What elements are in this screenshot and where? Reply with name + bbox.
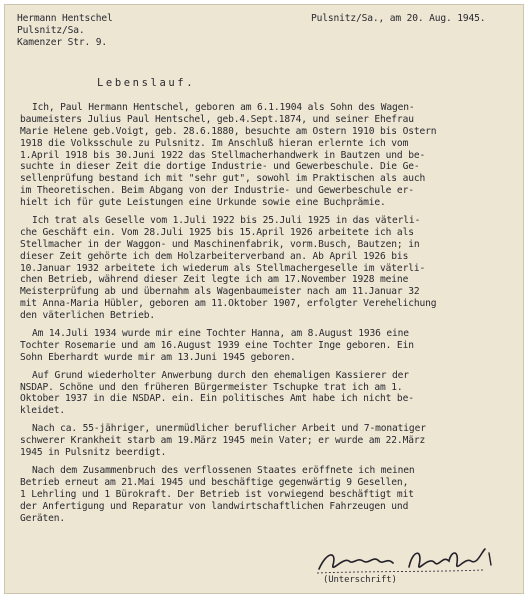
text-line: Geräten. [20,512,66,524]
text-line: hielt ich für gute Leistungen eine Urkunde sowie eine Buchprämie. [20,197,386,209]
text-line: mit Anna-Maria Hübler, geboren am 11.Oktober 1907, erfolgter Verehelichung [20,298,437,310]
text-line: 1945 in Pulsnitz beerdigt. [20,447,167,459]
text-line: 10.Januar 1932 arbeitete ich wiederum als Stellmachergeselle im väterli- [20,262,426,274]
text-line: Nach dem Zusammenbruch des verflossenen Staates eröffnete ich meinen [32,464,415,476]
text-line: Am 14.Juli 1934 wurde mir eine Tochter Hanna, am 8.August 1936 eine [32,328,409,340]
paragraph-father [20,423,514,459]
text-line: Auf Grund wiederholter Anwerbung durch den ehemaligen Kassierer der [32,369,409,381]
paragraph-education [20,102,514,209]
text-line: Ich, Paul Hermann Hentschel, geboren am 6.1.1904 als Sohn des Wagen- [32,102,415,113]
text-line: den väterlichen Betrieb. [20,310,156,322]
text-line: suchte in dieser Zeit die dortige Industrie- und Gewerbeschule. Die Ge- [20,161,420,173]
text-line: dieser Zeit gehörte ich dem Holzarbeiterverband an. Ab April 1926 bis [20,250,409,262]
sender-town: Pulsnitz/Sa. [17,25,85,36]
sender-name: Hermann Hentschel [17,13,113,24]
text-line: Sohn Eberhardt wurde mir am 13.Juni 1945 geboren. [20,351,296,363]
text-line: Marie Helene geb.Voigt, geb. 28.6.1880, besuchte am Ostern 1910 bis Ostern [20,125,437,137]
text-line: 1.April 1918 bis 30.Juni 1922 das Stellmacherhandwerk in Bautzen und be- [20,149,426,161]
paragraph-membership [20,370,514,418]
signature-label: (Unterschrift) [323,575,397,585]
text-line: im Theoretischen. Beim Abgang von der Industrie- und Gewerbeschule er- [20,185,414,197]
text-line: Ich trat als Geselle vom 1.Juli 1922 bis 25.Juli 1925 in das väterli- [32,215,421,227]
text-line: 1 Lehrling und 1 Bürokraft. Der Betrieb ist vorwiegend beschäftigt mit [20,488,414,500]
text-line: Betrieb erneut am 21.Mai 1945 und beschäftige gegenwärtig 9 Gesellen, [20,476,409,488]
text-line: schwerer Krankheit starb am 19.März 1945 mein Vater; er wurde am 22.März [20,435,426,447]
text-line: baumeisters Julius Paul Hentschel, geb.4.Sept.1874, und seiner Ehefrau [20,113,414,125]
paragraph-career [20,215,514,322]
paragraph-business [20,465,514,524]
text-line: chen Betrieb, während dieser Zeit legte ich am 17.November 1928 meine [20,274,409,286]
sender-street: Kamenzer Str. 9. [17,37,108,48]
text-line: Meisterprüfung ab und übernahm als Wagenbaumeister nach am 11.Januar 32 [20,286,420,298]
text-line: der Anfertigung und Reparatur von landwirtschaftlichen Fahrzeugen und [20,500,409,512]
handwritten-signature [313,543,503,577]
text-line: Nach ca. 55-jähriger, unermüdlicher beruflicher Arbeit und 7-monatiger [32,423,426,435]
signature-block [313,543,503,591]
document-body [20,102,514,530]
text-line: 1918 die Volksschule zu Pulsnitz. Im Anschluß hieran erlernte ich vom [20,137,409,149]
text-line: kleidet. [20,405,66,417]
text-line: Stellmacher in der Waggon- und Maschinenfabrik, vorm.Busch, Bautzen; in [20,238,420,250]
place-date: Pulsnitz/Sa., am 20. Aug. 1945. [311,13,486,24]
text-line: che Geschäft ein. Vom 28.Juli 1925 bis 15.April 1926 arbeitete ich als [20,226,414,238]
text-line: NSDAP. Schöne und den früheren Bürgermeister Tschupke trat ich am 1. [20,381,403,393]
paragraph-children [20,328,514,364]
document-title: Lebenslauf. [97,77,196,89]
document-page [4,4,524,594]
text-line: Oktober 1937 in die NSDAP. ein. Ein politisches Amt habe ich nicht be- [20,393,414,405]
text-line: Tochter Rosemarie und am 16.August 1939 eine Tochter Inge geboren. Ein [20,339,414,351]
text-line: sellenprüfung bestand ich mit "sehr gut", sowohl im Praktischen als auch [20,173,426,185]
sender-address [17,13,113,49]
